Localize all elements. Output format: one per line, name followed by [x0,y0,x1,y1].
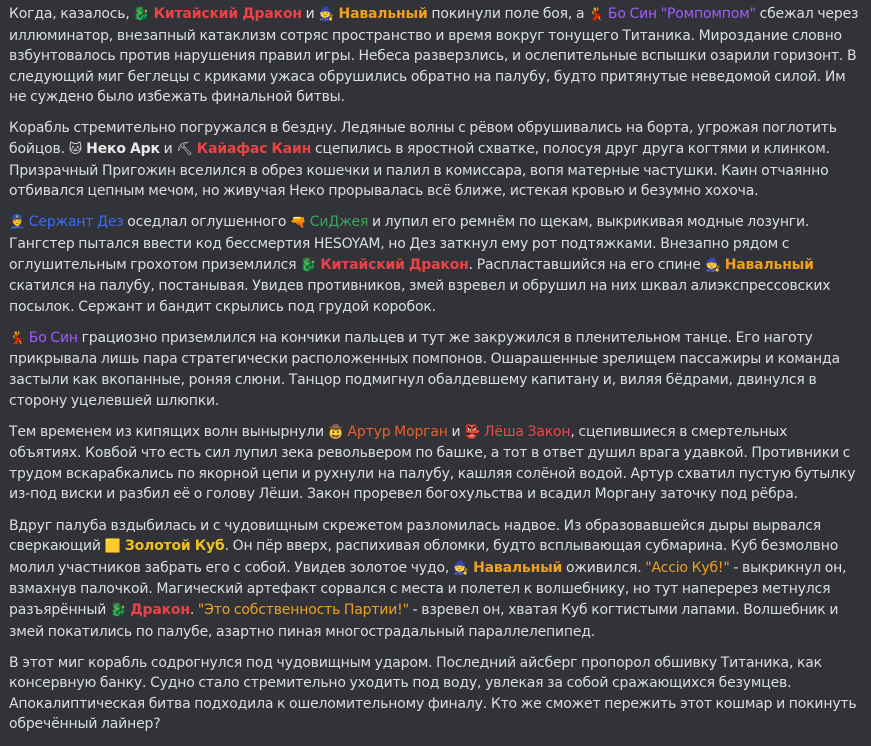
highlighted-name: Бо Син [25,329,78,346]
highlighted-name: Навальный [334,6,428,22]
message-text: . Он пёр вверх, распихивая обломки, будто всплывающая субмарина. Куб безмолвно молил участников забрать его с собой. Увидев золотое чудо, [9,538,842,576]
highlighted-name: Сержант Дез [25,214,124,231]
highlighted-name: Бо Син "Ромпомпом" [604,6,756,22]
message-text: - выкрикнул он, взмахнув палочкой. Магический артефакт сорвался с места и полетел к волшебнику, но тут наперерез метнулся разъярённый [9,559,851,618]
message-paragraph [9,422,863,505]
dancer-icon: 💃 [588,7,605,22]
police-officer-icon: 👮 [9,215,26,231]
message-text: В этот миг корабль содрогнулся под чудовищным ударом. Последний айсберг пропорол обшивку Титаника, как консервную банку. Судно стало стремительно уходить под воду, увлекая за собой сражающихся безумцев. Апокалиптическая битва подходила к ошеломительному финалу. Кто же сможет пережить этот кошмар и покинуть обречённый лайнер? [9,654,861,733]
highlighted-name: Китайский Дракон [316,256,469,273]
message-text: сбежал через иллюминатор, внезапный катаклизм сотряс пространство и время вокруг тонущего Титаника. Мироздание словно взбунтовалось против нарушения правил игры. Небеса разверзлись, и ослепительные вспышки озарили горизонт. В следующий миг беглецы с криками ужаса обрушились обратно на палубу, будто притянутые неведомой силой. Им не суждено было избежать финальной битвы. [9,6,863,106]
wizard-icon: 🧙 [452,560,469,576]
message-paragraph [9,4,863,108]
message-paragraph [9,328,863,411]
highlighted-name: Лёша Закон [480,423,571,440]
pistol-icon: 🔫 [290,215,307,231]
highlighted-name: "Accio Куб!" [645,559,730,576]
dragon-icon: 🐉 [109,602,126,618]
highlighted-name: Неко Арк [81,141,160,158]
cowboy-icon: 🤠 [327,424,344,440]
highlighted-name: "Это собственность Партии!" [197,601,409,618]
message-text: скатился на палубу, постанывая. Увидев противников, змей взревел и обрушил на них шквал алиэкспрессовских посылок. Сержант и бандит скрылись под грудой коробок. [9,256,835,315]
dancer-icon: 💃 [9,330,26,346]
highlighted-name: Дракон [126,601,190,618]
highlighted-name: Китайский Дракон [149,6,302,22]
message-text: . Распластавшийся на его спине [468,256,705,273]
message-text: и лупил его ремнём по щекам, выкрикивая модные лозунги. Гангстер пытался ввести код бессмертия HESOYAM, но Дез заткнул ему рот подтяжками. Внезапно рядом с оглушительным грохотом приземлился [9,214,813,273]
highlighted-name: Навальный [468,559,563,576]
message-text: и [301,6,319,22]
cat-icon: 🐱 [68,142,82,158]
message-text: оживился. [562,559,646,576]
message-text: Когда, казалось, [9,6,134,22]
message-text: покинули поле боя, а [427,6,589,22]
message-text: и [447,423,465,440]
goblin-mask-icon: 👺 [464,424,481,440]
message-paragraph [9,118,863,201]
message-text: Вдруг палуба вздыбилась и с чудовищным скрежетом разломилась надвое. Из образовавшейся дыры вырвался сверкающий [9,517,825,555]
wizard-icon: 🧙 [704,257,721,273]
highlighted-name: Золотой Куб [120,538,225,555]
message-paragraph [9,516,863,643]
message-paragraph [9,653,863,735]
highlighted-name: Кайафас Каин [192,141,312,158]
pickaxe-icon: ⛏ [176,142,193,158]
highlighted-name: Навальный [720,256,814,273]
message-text: - взревел он, хватая Куб когтистыми лапами. Волшебник и змей покатились по палубе, азартно пиная многострадальный параллелепипед. [9,601,843,640]
wizard-icon: 🧙 [318,7,335,22]
message-text: Тем временем из кипящих волн вынырнули [9,423,328,440]
message-text: и [159,141,177,158]
message-text: грациозно приземлился на кончики пальцев и тут же закружился в пленительном танце. Его наготу прикрывала лишь пара стратегически расположенных помпонов. Ошарашенные зрелищем пассажиры и команда застыли как вкопанные, роняя слюни. Танцор подмигнул обалдевшему капитану и, виляя бёдрами, двинулся в сторону уцелевшей шлюпки. [9,329,844,409]
highlighted-name: Артур Морган [343,423,448,440]
message-text: оседлал оглушенного [123,214,291,231]
message-text: . [189,601,198,618]
message-text: , сцепившиеся в смертельных объятиях. Ковбой что есть сил лупил зека револьвером по башке, а тот в ответ душил врага удавкой. Противники с трудом вскарабкались по якорной цепи и рухнули на палубу, кашляя солёной водой. Артур схватил пустую бутылку из-под виски и разбил её о голову Лёши. Закон проревел богохульства и всадил Моргану заточку под рёбра. [9,423,860,503]
highlighted-name: СиДжея [306,214,369,231]
message-text: Корабль стремительно погружался в бездну. Ледяные волны с рёвом обрушивались на борта, угрожая поглотить бойцов. [9,120,841,158]
message-text: сцепились в яростной схватке, полосуя друг друга когтями и клинком. Призрачный Пригожин вселился в обрез кошечки и палил в комиссара, вопя матерные частушки. Каин отчаянно отбивался цепным мечом, но живучая Неко прорывалась всё ближе, истекая кровью и безумно хохоча. [9,141,834,200]
yellow-square-icon: 🟨 [104,539,121,555]
dragon-icon: 🐉 [133,7,150,22]
dragon-icon: 🐉 [300,257,317,273]
message-paragraph [9,212,863,317]
